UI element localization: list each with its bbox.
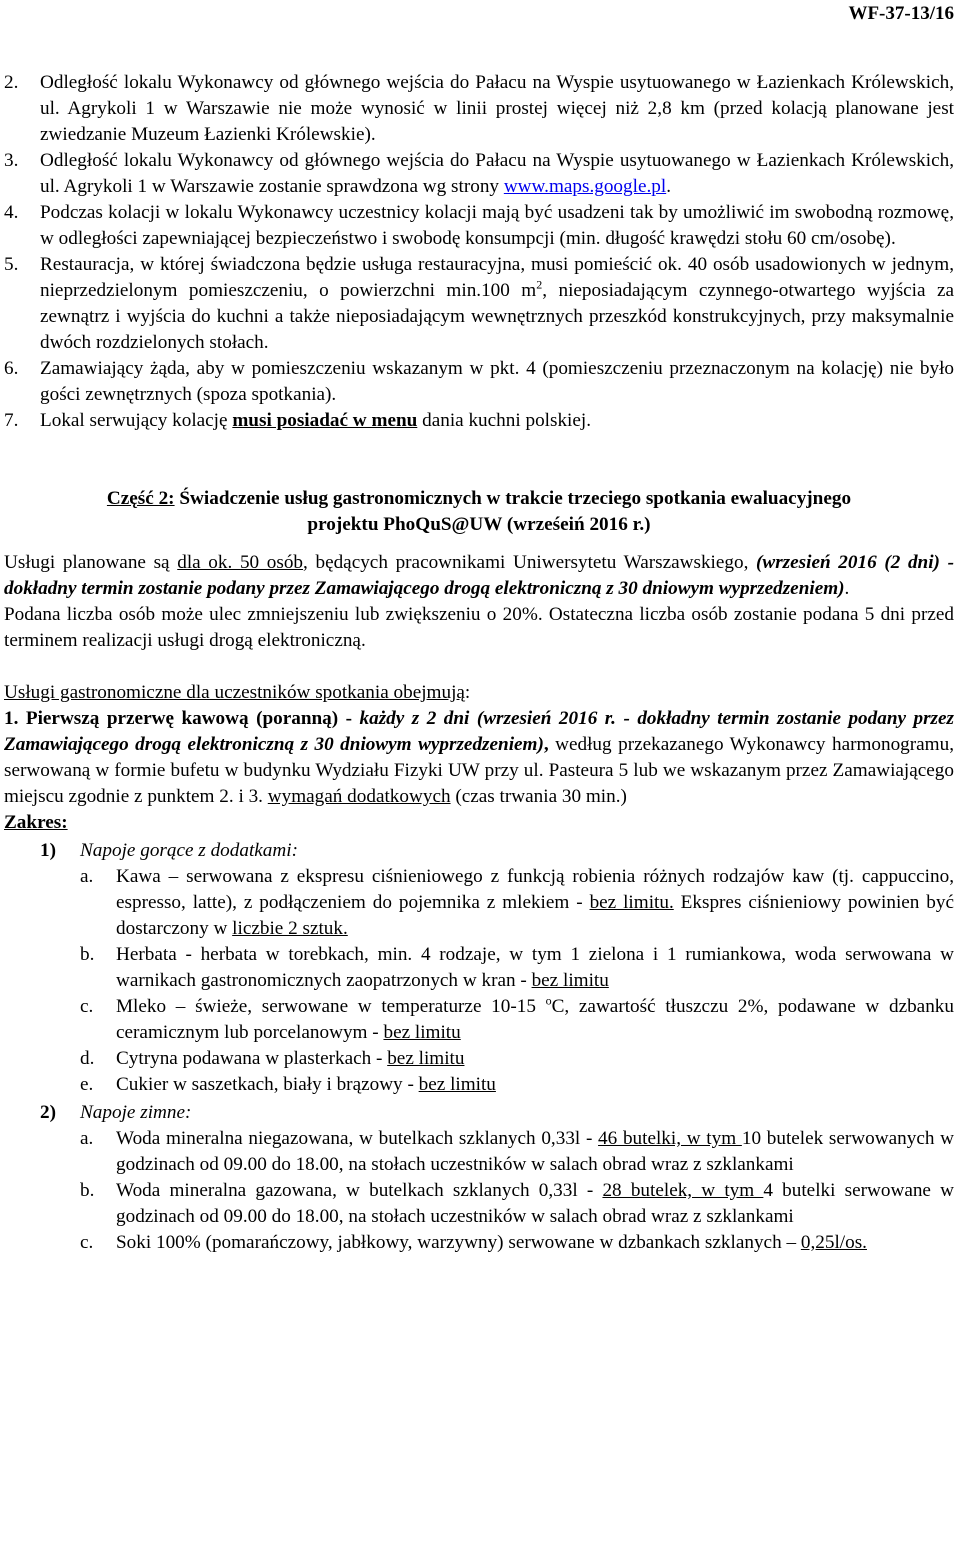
hot-drinks-heading xyxy=(4,838,954,864)
item-underlined: 46 butelki, w tym xyxy=(598,1128,742,1149)
service-1-title: 1. Pierwszą przerwę kawową (poranną) - xyxy=(4,708,360,729)
item-underlined: bez limitu xyxy=(387,1048,465,1069)
item-underlined: 28 butelek, w tym xyxy=(602,1180,764,1201)
list-item xyxy=(4,864,954,942)
item-letter: c. xyxy=(80,1232,94,1253)
item-text: Soki 100% (pomarańczowy, jabłkowy, warzywny) serwowane w dzbankach szklanych – xyxy=(116,1232,801,1253)
service-1-underlined: wymagań dodatkowych xyxy=(267,786,451,807)
item-text: Zamawiający żąda, aby w pomieszczeniu wskazanym w pkt. 4 (pomieszczeniu przeznaczonym na kolację) nie było gości zewnętrznych (spoza spotkania). xyxy=(40,358,954,405)
list-item xyxy=(4,148,954,200)
subsection-number: 2) xyxy=(40,1102,56,1123)
list-item xyxy=(4,942,954,994)
item-text-2: 4 butelki serwowane w godzinach od 09.00 do 18.00, na stołach uczestników w salach obrad wraz z szklankami xyxy=(116,1180,954,1227)
item-letter: e. xyxy=(80,1074,94,1095)
list-item xyxy=(4,1230,954,1256)
list-item xyxy=(4,994,954,1046)
service-1-text: według przekazanego Wykonawcy harmonogramu, serwowaną w formie bufetu w budynku Wydziału Fizyki UW przy ul. Pasteura 5 lub we wskazanym przez Zamawiającego miejscu zgodnie z punktem 2. i 3. xyxy=(4,734,954,807)
service-1-end: (czas trwania 30 min.) xyxy=(450,786,627,807)
scope-label: Zakres: xyxy=(4,812,68,833)
item-number: 7. xyxy=(4,410,19,431)
item-text: Restauracja, w której świadczona będzie usługa restauracyjna, musi pomieścić ok. 40 osób usadowionych w jednym, nieprzedzielonym pomieszczeniu, o powierzchni min.100 m xyxy=(40,254,954,301)
intro-underlined: dla ok. 50 osób xyxy=(177,552,304,573)
item-underlined: 0,25l/os. xyxy=(800,1232,867,1253)
list-item xyxy=(4,1126,954,1178)
item-text: Cukier w saszetkach, biały i brązowy - xyxy=(116,1074,419,1095)
item-text: Podczas kolacji w lokalu Wykonawcy uczestnicy kolacji mają być usadzeni tak by umożliwić im swobodną rozmowę, w odległości zapewniającej bezpieczeństwo i swobodę konsumpcji (min. długość krawędzi stołu 60 cm/osobę). xyxy=(40,202,954,249)
item-text: Kawa – serwowana z ekspresu ciśnieniowego z funkcją robienia różnych rodzajów kaw (tj. cappuccino, espresso, latte), z podłączeniem do pojemnika z mlekiem - xyxy=(116,866,954,913)
item-number: 2. xyxy=(4,72,19,93)
intro-paragraph xyxy=(4,550,954,602)
note-paragraph: Podana liczba osób może ulec zmniejszeniu lub zwiększeniu o 20%. Ostateczna liczba osób zostanie podana 5 dni przed terminem realizacji usługi drogą elektroniczną. xyxy=(4,604,954,651)
item-underlined-2: liczbie 2 sztuk. xyxy=(232,918,348,939)
item-text: Odległość lokalu Wykonawcy od głównego wejścia do Pałacu na Wyspie usytuowanego w Łazienkach Królewskich, ul. Agrykoli 1 w Warszawie zostanie sprawdzona wg strony xyxy=(40,150,954,197)
list-item xyxy=(4,70,954,148)
list-item xyxy=(4,1072,954,1098)
emphasis-text: musi posiadać w menu xyxy=(232,410,418,431)
section-title-line2: projektu PhoQuS@UW (wrześeiń 2016 r.) xyxy=(307,514,651,535)
document-id: WF-37-13/16 xyxy=(848,3,954,24)
cold-drinks-heading xyxy=(4,1100,954,1126)
item-number: 5. xyxy=(4,254,19,275)
list-item xyxy=(4,1046,954,1072)
service-1-comma: , xyxy=(543,734,549,755)
intro-text: Usługi planowane są xyxy=(4,552,178,573)
item-letter: b. xyxy=(80,944,95,965)
intro-text-2: , będących pracownikami Uniwersytetu Warszawskiego, xyxy=(303,552,757,573)
services-heading xyxy=(4,680,954,706)
services-heading-text: Usługi gastronomiczne dla uczestników spotkania obejmują xyxy=(4,682,465,703)
item-underlined: bez limitu xyxy=(531,970,609,991)
item-text: Woda mineralna gazowana, w butelkach szklanych 0,33l - xyxy=(116,1180,603,1201)
list-item xyxy=(4,200,954,252)
item-text: Woda mineralna niegazowana, w butelkach szklanych 0,33l - xyxy=(116,1128,599,1149)
section-title xyxy=(4,486,954,538)
item-text-end: . xyxy=(666,176,671,197)
maps-link[interactable]: www.maps.google.pl xyxy=(503,176,667,197)
service-1-paragraph xyxy=(4,706,954,810)
services-heading-colon: : xyxy=(464,682,471,703)
subsection-label: Napoje zimne: xyxy=(80,1102,192,1123)
item-letter: a. xyxy=(80,1128,94,1149)
item-letter: b. xyxy=(80,1180,95,1201)
item-text: Lokal serwujący kolację xyxy=(40,410,233,431)
item-underlined: bez limitu. xyxy=(589,892,674,913)
item-text-2: Ekspres ciśnieniowy powinien być dostarczony w xyxy=(116,892,955,939)
section-title-text: Świadczenie usług gastronomicznych w trakcie trzeciego spotkania ewaluacyjnego xyxy=(174,488,852,509)
item-number: 6. xyxy=(4,358,19,379)
list-item xyxy=(4,252,954,356)
list-item xyxy=(4,408,954,434)
item-number: 3. xyxy=(4,150,19,171)
document-body xyxy=(4,70,954,1256)
item-letter: c. xyxy=(80,996,94,1017)
superscript: o xyxy=(545,993,552,1008)
subsection-label: Napoje gorące z dodatkami: xyxy=(80,840,298,861)
list-item xyxy=(4,1178,954,1230)
item-letter: d. xyxy=(80,1048,95,1069)
item-text: Herbata - herbata w torebkach, min. 4 rodzaje, w tym 1 zielona i 1 rumiankowa, woda serwowana w warnikach gastronomicznych zaopatrzonych w kran - xyxy=(116,944,954,991)
item-text-end: , nieposiadającym czynnego-otwartego wyjścia za zewnątrz i wyjścia do kuchni a także nieposiadającym wewnętrznych przeszkód konstrukcyjnych, przy maksymalnie dwóch rozdzielonych stołach. xyxy=(40,280,954,353)
item-underlined: bez limitu xyxy=(383,1022,461,1043)
item-number: 4. xyxy=(4,202,19,223)
item-letter: a. xyxy=(80,866,94,887)
item-text: Cytryna podawana w plasterkach - xyxy=(116,1048,388,1069)
intro-italic: (wrzesień 2016 (2 dni) - dokładny termin zostanie podany przez Zamawiającego drogą elektroniczną z 30 dniowym wyprzedzeniem) xyxy=(4,552,954,599)
service-1-italic: każdy z 2 dni (wrzesień 2016 r. - dokładny termin zostanie podany przez Zamawiającego drogą elektroniczną z 30 dniowym wyprzedzeniem) xyxy=(4,708,954,755)
item-underlined: bez limitu xyxy=(418,1074,496,1095)
item-text-2: 10 butelek serwowanych w godzinach od 09.00 do 18.00, na stołach uczestników w salach obrad wraz z szklankami xyxy=(116,1128,954,1175)
section-number: Część 2: xyxy=(106,488,175,509)
intro-end: . xyxy=(844,578,850,599)
item-text-end: dania kuchni polskiej. xyxy=(417,410,592,431)
subsection-number: 1) xyxy=(40,840,56,861)
item-text: Odległość lokalu Wykonawcy od głównego wejścia do Pałacu na Wyspie usytuowanego w Łazienkach Królewskich, ul. Agrykoli 1 w Warszawie nie może wynosić w linii prostej więcej niż 2,8 km (przed kolacją planowane jest zwiedzanie Muzeum Łazienki Królewskie). xyxy=(40,72,954,145)
item-text: Mleko – świeże, serwowane w temperaturze 10-15 xyxy=(116,996,546,1017)
item-text-2: C, zawartość tłuszczu 2%, podawane w dzbanku ceramicznym lub porcelanowym - xyxy=(116,996,954,1043)
superscript: 2 xyxy=(536,277,543,292)
list-item xyxy=(4,356,954,408)
